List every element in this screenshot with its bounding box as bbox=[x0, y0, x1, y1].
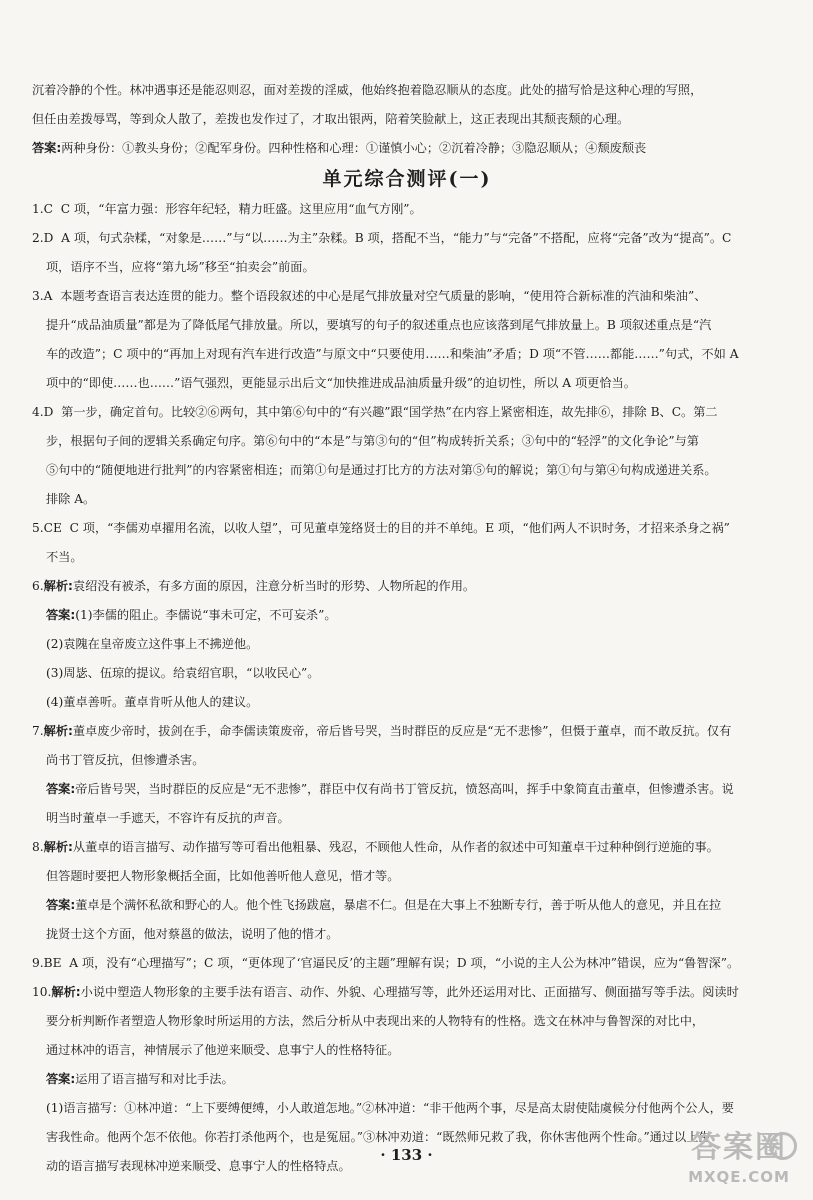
question-item-10: 10.解析:小说中塑造人物形象的主要手法有语言、动作、外貌、心理描写等，此外还运用对比、正面描写、侧面描写等手法。阅读时 bbox=[32, 985, 739, 999]
intro-line: 但任由差拨辱骂，等到众人散了，差拨也发作过了，才取出银两，陪着笑脸献上，这正表现出其颓丧颓的心理。 bbox=[32, 112, 630, 126]
answer-line: 明当时董卓一手遮天，不容许有反抗的声音。 bbox=[46, 811, 290, 825]
watermark-logo: 答案圈 MXQE.COM bbox=[679, 1128, 799, 1192]
question-item-5-cont: 不当。 bbox=[46, 550, 83, 564]
answer-detail-line: (1)语言描写：①林冲道：“上下要缚便缚，小人敢道怎地。”②林冲道：“非干他两个事，尽是高太尉使陆虞候分付他两个公人，要 bbox=[46, 1101, 734, 1115]
answer-detail-line: 害我性命。他两个怎不依他。你若打杀他两个，也是冤屈。”③林冲劝道：“既然师兄救了我，你休害他两个性命。”通过以上生 bbox=[46, 1130, 711, 1144]
question-item-1: 1.C C 项，“年富力强：形容年纪轻，精力旺盛。这里应用“血气方刚”。 bbox=[32, 202, 422, 216]
question-item-2: 2.D A 项，句式杂糅，“对象是……”与“以……为主”杂糅。B 项，搭配不当，“能力”与“完备”不搭配，应将“完备”改为“提高”。C bbox=[32, 231, 732, 245]
answer-detail-line: 动的语言描写表现林冲逆来顺受、息事宁人的性格特点。 bbox=[46, 1159, 351, 1173]
section-title: 单元综合测评(一) bbox=[322, 168, 492, 190]
analysis-line: 通过林冲的语言，神情展示了他逆来顺受、息事宁人的性格特征。 bbox=[46, 1043, 400, 1057]
question-item-4: 4.D 第一步，确定首句。比较②⑥两句，其中第⑥句中的“有兴趣”跟“国学热”在内容上紧密相连，故先排⑥，排除 B、C。第二 bbox=[32, 405, 718, 419]
question-item-2-cont: 项，语序不当，应将“第九场”移至“拍卖会”前面。 bbox=[46, 260, 315, 274]
answer-label: 答案: bbox=[32, 141, 62, 155]
question-item-4-cont: 排除 A。 bbox=[46, 492, 96, 506]
intro-answer: 答案:两种身份：①教头身份；②配军身份。四种性格和心理：①谨慎小心；②沉着冷静；③隐忍顺从；④颓废颓丧 bbox=[32, 141, 647, 155]
question-item-3-cont: 项中的“即使……也……”语气强烈，更能显示出后文“加快推进成品油质量升级”的迫切性，所以 A 项更恰当。 bbox=[46, 376, 636, 390]
answer-line: (3)周毖、伍琼的提议。给袁绍官职，“以收民心”。 bbox=[46, 666, 320, 680]
intro-line: 沉着冷静的个性。林冲遇事还是能忍则忍，面对差拨的淫威，他始终抱着隐忍顺从的态度。此处的描写恰是这种心理的写照， bbox=[32, 83, 703, 97]
answer-line: 答案:运用了语言描写和对比手法。 bbox=[46, 1072, 234, 1086]
question-item-6: 6.解析:袁绍没有被杀，有多方面的原因，注意分析当时的形势、人物所起的作用。 bbox=[32, 579, 476, 593]
question-item-3: 3.A 本题考查语言表达连贯的能力。整个语段叙述的中心是尾气排放量对空气质量的影响，“使用符合新标准的汽油和柴油”、 bbox=[32, 289, 707, 303]
question-item-4-cont: ⑤句中的“随便地进行批判”的内容紧密相连；而第①句是通过打比方的方法对第⑤句的解说；第①句与第④句构成递进关系。 bbox=[46, 463, 717, 477]
answer-line: (2)袁隗在皇帝废立这件事上不拂逆他。 bbox=[46, 637, 259, 651]
logo-circle-icon bbox=[769, 1132, 797, 1160]
question-item-7: 7.解析:董卓废少帝时，拔剑在手，命李儒读策废帝，帝后皆号哭，当时群臣的反应是“无不悲惨”，但慑于董卓，而不敢反抗。仅有 bbox=[32, 724, 732, 738]
answer-line: 拢贤士这个方面，他对蔡邕的做法，说明了他的惜才。 bbox=[46, 927, 339, 941]
answer-line: 答案:(1)李儒的阻止。李儒说“事未可定，不可妄杀”。 bbox=[46, 608, 337, 622]
document-page bbox=[32, 76, 782, 1181]
question-item-5: 5.CE C 项，“李儒劝卓擢用名流，以收人望”，可见董卓笼络贤士的目的并不单纯。E 项，“他们两人不识时务，才招来杀身之祸” bbox=[32, 521, 730, 535]
question-item-3-cont: 车的改造”；C 项中的“再加上对现有汽车进行改造”与原文中“只要使用……和柴油”矛盾；D 项“不管……都能……”句式，不如 A bbox=[46, 347, 739, 361]
answer-line: 答案:董卓是个满怀私欲和野心的人。他个性飞扬跋扈，暴虐不仁。但是在大事上不独断专行，善于听从他人的意见，并且在拉 bbox=[46, 898, 722, 912]
analysis-line: 但答题时要把人物形象概括全面，比如他善听他人意见，惜才等。 bbox=[46, 869, 400, 883]
question-item-4-cont: 步，根据句子间的逻辑关系确定句序。第⑥句中的“本是”与第③句的“但”构成转折关系；③句中的“轻浮”的文化争论”与第 bbox=[46, 434, 699, 448]
page-number: · 133 · bbox=[380, 1146, 433, 1164]
analysis-line: 尚书丁管反抗，但惨遭杀害。 bbox=[46, 753, 205, 767]
answer-line: 答案:帝后皆号哭，当时群臣的反应是“无不悲惨”，群臣中仅有尚书丁管反抗，愤怒高叫，挥手中象简直击董卓，但惨遭杀害。说 bbox=[46, 782, 734, 796]
question-item-8: 8.解析:从董卓的语言描写、动作描写等可看出他粗暴、残忍，不顾他人性命，从作者的叙述中可知董卓干过种种倒行逆施的事。 bbox=[32, 840, 719, 854]
answer-line: (4)董卓善听。董卓肯听从他人的建议。 bbox=[46, 695, 259, 709]
question-item-9: 9.BE A 项，没有“心理描写”；C 项，“更体现了‘官逼民反’的主题”理解有误；D 项，“小说的主人公为林冲”错误，应为“鲁智深”。 bbox=[32, 956, 740, 970]
analysis-line: 要分析判断作者塑造人物形象时所运用的方法，然后分析从中表现出来的人物特有的性格。选文在林冲与鲁智深的对比中， bbox=[46, 1014, 705, 1028]
question-item-3-cont: 提升“成品油质量”都是为了降低尾气排放量。所以，要填写的句子的叙述重点也应该落到尾气排放量上。B 项叙述重点是“汽 bbox=[46, 318, 712, 332]
